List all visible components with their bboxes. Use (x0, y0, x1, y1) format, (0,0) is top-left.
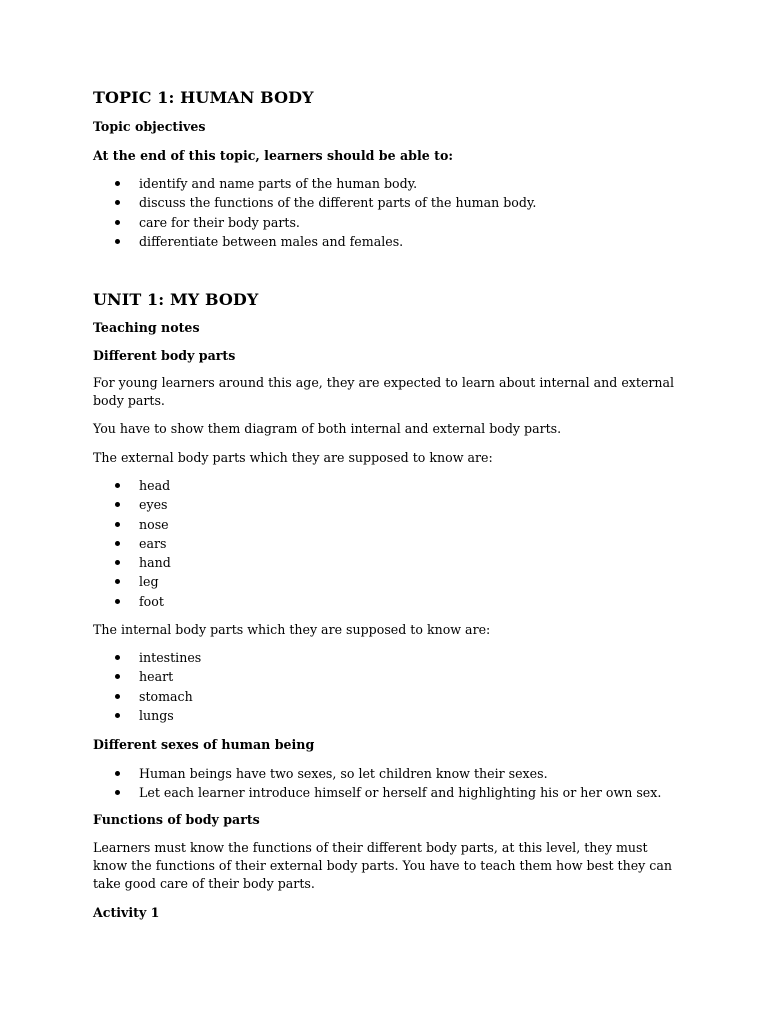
list-item: eyes (93, 495, 171, 514)
list-item: Let each learner introduce himself or herself and highlighting his or her own sex. (93, 783, 661, 802)
objectives-heading: Topic objectives (93, 119, 206, 134)
diagram-paragraph: You have to show them diagram of both internal and external body parts. (93, 421, 562, 436)
unit-title: UNIT 1: MY BODY (93, 290, 259, 309)
teaching-notes-heading: Teaching notes (93, 320, 200, 335)
internal-intro: The internal body parts which they are supposed to know are: (93, 622, 491, 637)
list-item: discuss the functions of the different parts of the human body. (93, 193, 536, 212)
sexes-list (93, 764, 661, 803)
sexes-heading: Different sexes of human being (93, 737, 315, 752)
objectives-list (93, 174, 536, 251)
intro-paragraph: For young learners around this age, they are expected to learn about internal and external body parts. (93, 375, 675, 408)
list-item: lungs (93, 706, 201, 725)
list-item: Human beings have two sexes, so let children know their sexes. (93, 764, 661, 783)
list-item: intestines (93, 648, 201, 667)
list-item: care for their body parts. (93, 213, 536, 232)
external-intro: The external body parts which they are supposed to know are: (93, 450, 493, 465)
list-item: head (93, 476, 171, 495)
list-item: leg (93, 572, 171, 591)
objectives-intro: At the end of this topic, learners should be able to: (93, 148, 454, 163)
internal-parts-list (93, 648, 201, 725)
list-item: ears (93, 534, 171, 553)
external-parts-list (93, 476, 171, 611)
functions-paragraph: Learners must know the functions of their different body parts, at this level, they must know the functions of their external body parts. You have to teach them how best they can take good care of their body parts. (93, 840, 672, 891)
body-parts-heading: Different body parts (93, 348, 236, 363)
functions-heading: Functions of body parts (93, 812, 260, 827)
list-item: identify and name parts of the human body. (93, 174, 536, 193)
list-item: nose (93, 515, 171, 534)
list-item: foot (93, 592, 171, 611)
activity-heading: Activity 1 (93, 905, 160, 920)
list-item: hand (93, 553, 171, 572)
topic-title: TOPIC 1: HUMAN BODY (93, 88, 314, 107)
list-item: stomach (93, 687, 201, 706)
list-item: differentiate between males and females. (93, 232, 536, 251)
list-item: heart (93, 667, 201, 686)
